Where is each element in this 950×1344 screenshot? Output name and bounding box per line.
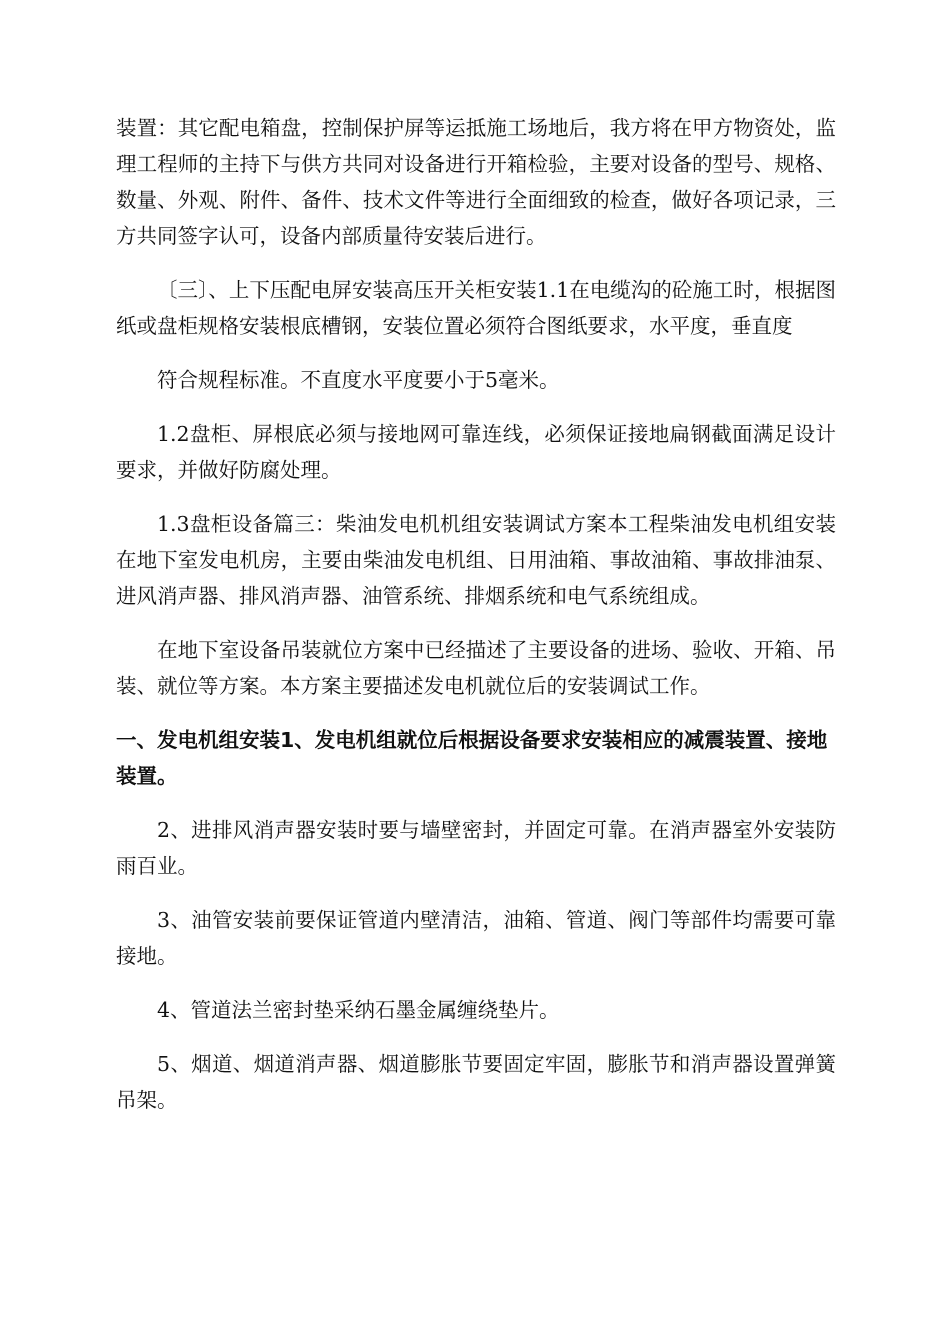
paragraph-switchgear-installation: 〔三〕、上下压配电屏安装高压开关柜安装1.1在电缆沟的砼施工时，根据图纸或盘柜规格安装根底槽钢，安装位置必须符合图纸要求，水平度，垂直度 [116, 278, 836, 338]
list-item-flange-gasket: 4、管道法兰密封垫采纳石墨金属缠绕垫片。 [157, 998, 560, 1022]
paragraph-equipment-inspection: 装置：其它配电箱盘，控制保护屏等运抵施工场地后，我方将在甲方物资处，监理工程师的主持下与供方共同对设备进行开箱检验，主要对设备的型号、规格、数量、外观、附件、备件、技术文件等进行全面细致的检查，做好各项记录，三方共同签字认可，设备内部质量待安装后进行。 [116, 116, 836, 248]
list-item-oil-pipe: 3、油管安装前要保证管道内壁清洁，油箱、管道、阀门等部件均需要可靠接地。 [116, 908, 836, 968]
list-item-flue: 5、烟道、烟道消声器、烟道膨胀节要固定牢固，膨胀节和消声器设置弹簧吊架。 [116, 1052, 836, 1112]
paragraph-hoisting-scheme: 在地下室设备吊装就位方案中已经描述了主要设备的进场、验收、开箱、吊装、就位等方案。本方案主要描述发电机就位后的安装调试工作。 [116, 638, 836, 698]
list-item-muffler: 2、进排风消声器安装时要与墙壁密封，并固定可靠。在消声器室外安装防雨百业。 [116, 818, 836, 878]
paragraph-grounding: 1.2盘柜、屏根底必须与接地网可靠连线，必须保证接地扁钢截面满足设计要求，并做好防腐处理。 [116, 422, 836, 482]
paragraph-diesel-generator-overview: 1.3盘柜设备篇三：柴油发电机机组安装调试方案本工程柴油发电机组安装在地下室发电机房，主要由柴油发电机组、日用油箱、事故油箱、事故排油泵、进风消声器、排风消声器、油管系统、排烟系统和电气系统组成。 [116, 512, 836, 608]
section-heading-generator-installation: 一、发电机组安装1、发电机组就位后根据设备要求安装相应的减震装置、接地装置。 [116, 728, 828, 788]
document-body [116, 110, 836, 1136]
paragraph-levelness-standard: 符合规程标准。不直度水平度要小于5毫米。 [157, 368, 560, 392]
